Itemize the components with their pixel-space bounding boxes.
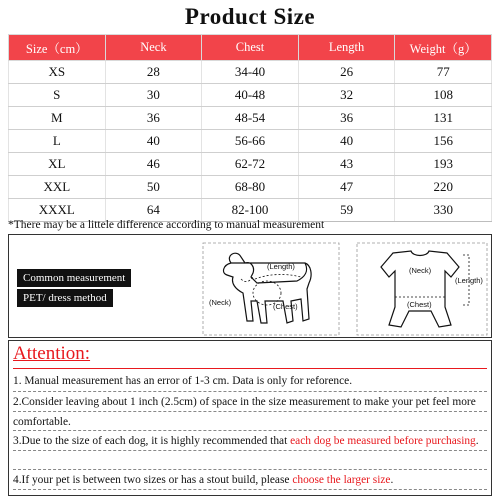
cell-neck: 36 [105,107,202,130]
cell-neck: 40 [105,130,202,153]
cell-size: XS [9,61,106,84]
common-measurement-label: Common measurement [17,269,131,287]
cell-weight: 193 [395,153,492,176]
attention-point-1: 1. Manual measurement has an error of 1-3 cm. Data is only for reforence. [13,375,353,387]
cell-neck: 30 [105,84,202,107]
point3-highlight: each dog be measured before purchasing [290,435,476,447]
cell-weight: 131 [395,107,492,130]
point3-text: 3.Due to the size of each dog, it is highly recommended that [13,435,291,447]
cell-weight: 108 [395,84,492,107]
attention-point-3 [13,431,487,451]
dog-length-label: (Length) [267,262,295,271]
cell-size: XL [9,153,106,176]
cell-length: 40 [298,130,395,153]
header-neck: Neck [105,35,202,61]
cell-length: 47 [298,176,395,199]
cell-chest: 62-72 [202,153,299,176]
table-row [9,176,492,199]
point4-text: 4.If your pet is between two sizes or has a stout build, please [13,474,293,486]
cell-neck: 50 [105,176,202,199]
dog-measurement-diagram [201,241,341,337]
cell-neck: 64 [105,199,202,222]
garment-diagram-frame [357,243,487,335]
cell-weight: 220 [395,176,492,199]
cell-chest: 82-100 [202,199,299,222]
cell-chest: 68-80 [202,176,299,199]
point4-end: . [390,474,394,486]
attention-heading: Attention: [13,343,91,364]
garment-measurement-diagram [355,241,489,337]
point3-end: . [475,435,479,447]
cell-length: 32 [298,84,395,107]
cell-weight: 330 [395,199,492,222]
attention-point-4 [13,470,487,490]
cell-length: 36 [298,107,395,130]
cell-size: XXXL [9,199,106,222]
cell-size: XXL [9,176,106,199]
cell-weight: 156 [395,130,492,153]
measurement-note: *There may be a littele difference according to manual measurement [8,219,325,231]
attention-point-2: 2.Consider leaving about 1 inch (2.5cm) of space in the size measurement to make your pet feel more comfortable. [13,396,476,428]
table-row [9,153,492,176]
cell-length: 26 [298,61,395,84]
table-row [9,84,492,107]
header-length: Length [298,35,395,61]
pet-dress-method-label: PET/ dress method [17,289,113,307]
table-row [9,130,492,153]
cell-chest: 56-66 [202,130,299,153]
dog-chest-label: (Chest) [273,302,298,311]
point4-highlight: choose the larger size [292,474,391,486]
cell-length: 59 [298,199,395,222]
header-weight: Weight（g） [395,35,492,61]
page-title: Product Size [184,4,316,29]
cell-chest: 48-54 [202,107,299,130]
cell-chest: 40-48 [202,84,299,107]
table-row [9,61,492,84]
cell-neck: 28 [105,61,202,84]
measurement-panel [8,234,492,338]
cell-chest: 34-40 [202,61,299,84]
dog-diagram-frame [203,243,339,335]
dog-neck-label: (Neck) [209,298,232,307]
garment-chest-label: (Chest) [407,300,432,309]
table-header-row [9,35,492,61]
cell-size: M [9,107,106,130]
attention-underline [13,368,487,369]
attention-panel [8,340,492,496]
table-row [9,107,492,130]
garment-length-label: (Length) [455,276,483,285]
header-size: Size（cm） [9,35,106,61]
cell-neck: 46 [105,153,202,176]
pet-shirt-icon [381,251,459,327]
cell-length: 43 [298,153,395,176]
garment-neck-label: (Neck) [409,266,432,275]
cell-size: L [9,130,106,153]
header-chest: Chest [202,35,299,61]
length-measure-line [255,274,301,279]
cell-weight: 77 [395,61,492,84]
cell-size: S [9,84,106,107]
size-table [8,34,492,222]
